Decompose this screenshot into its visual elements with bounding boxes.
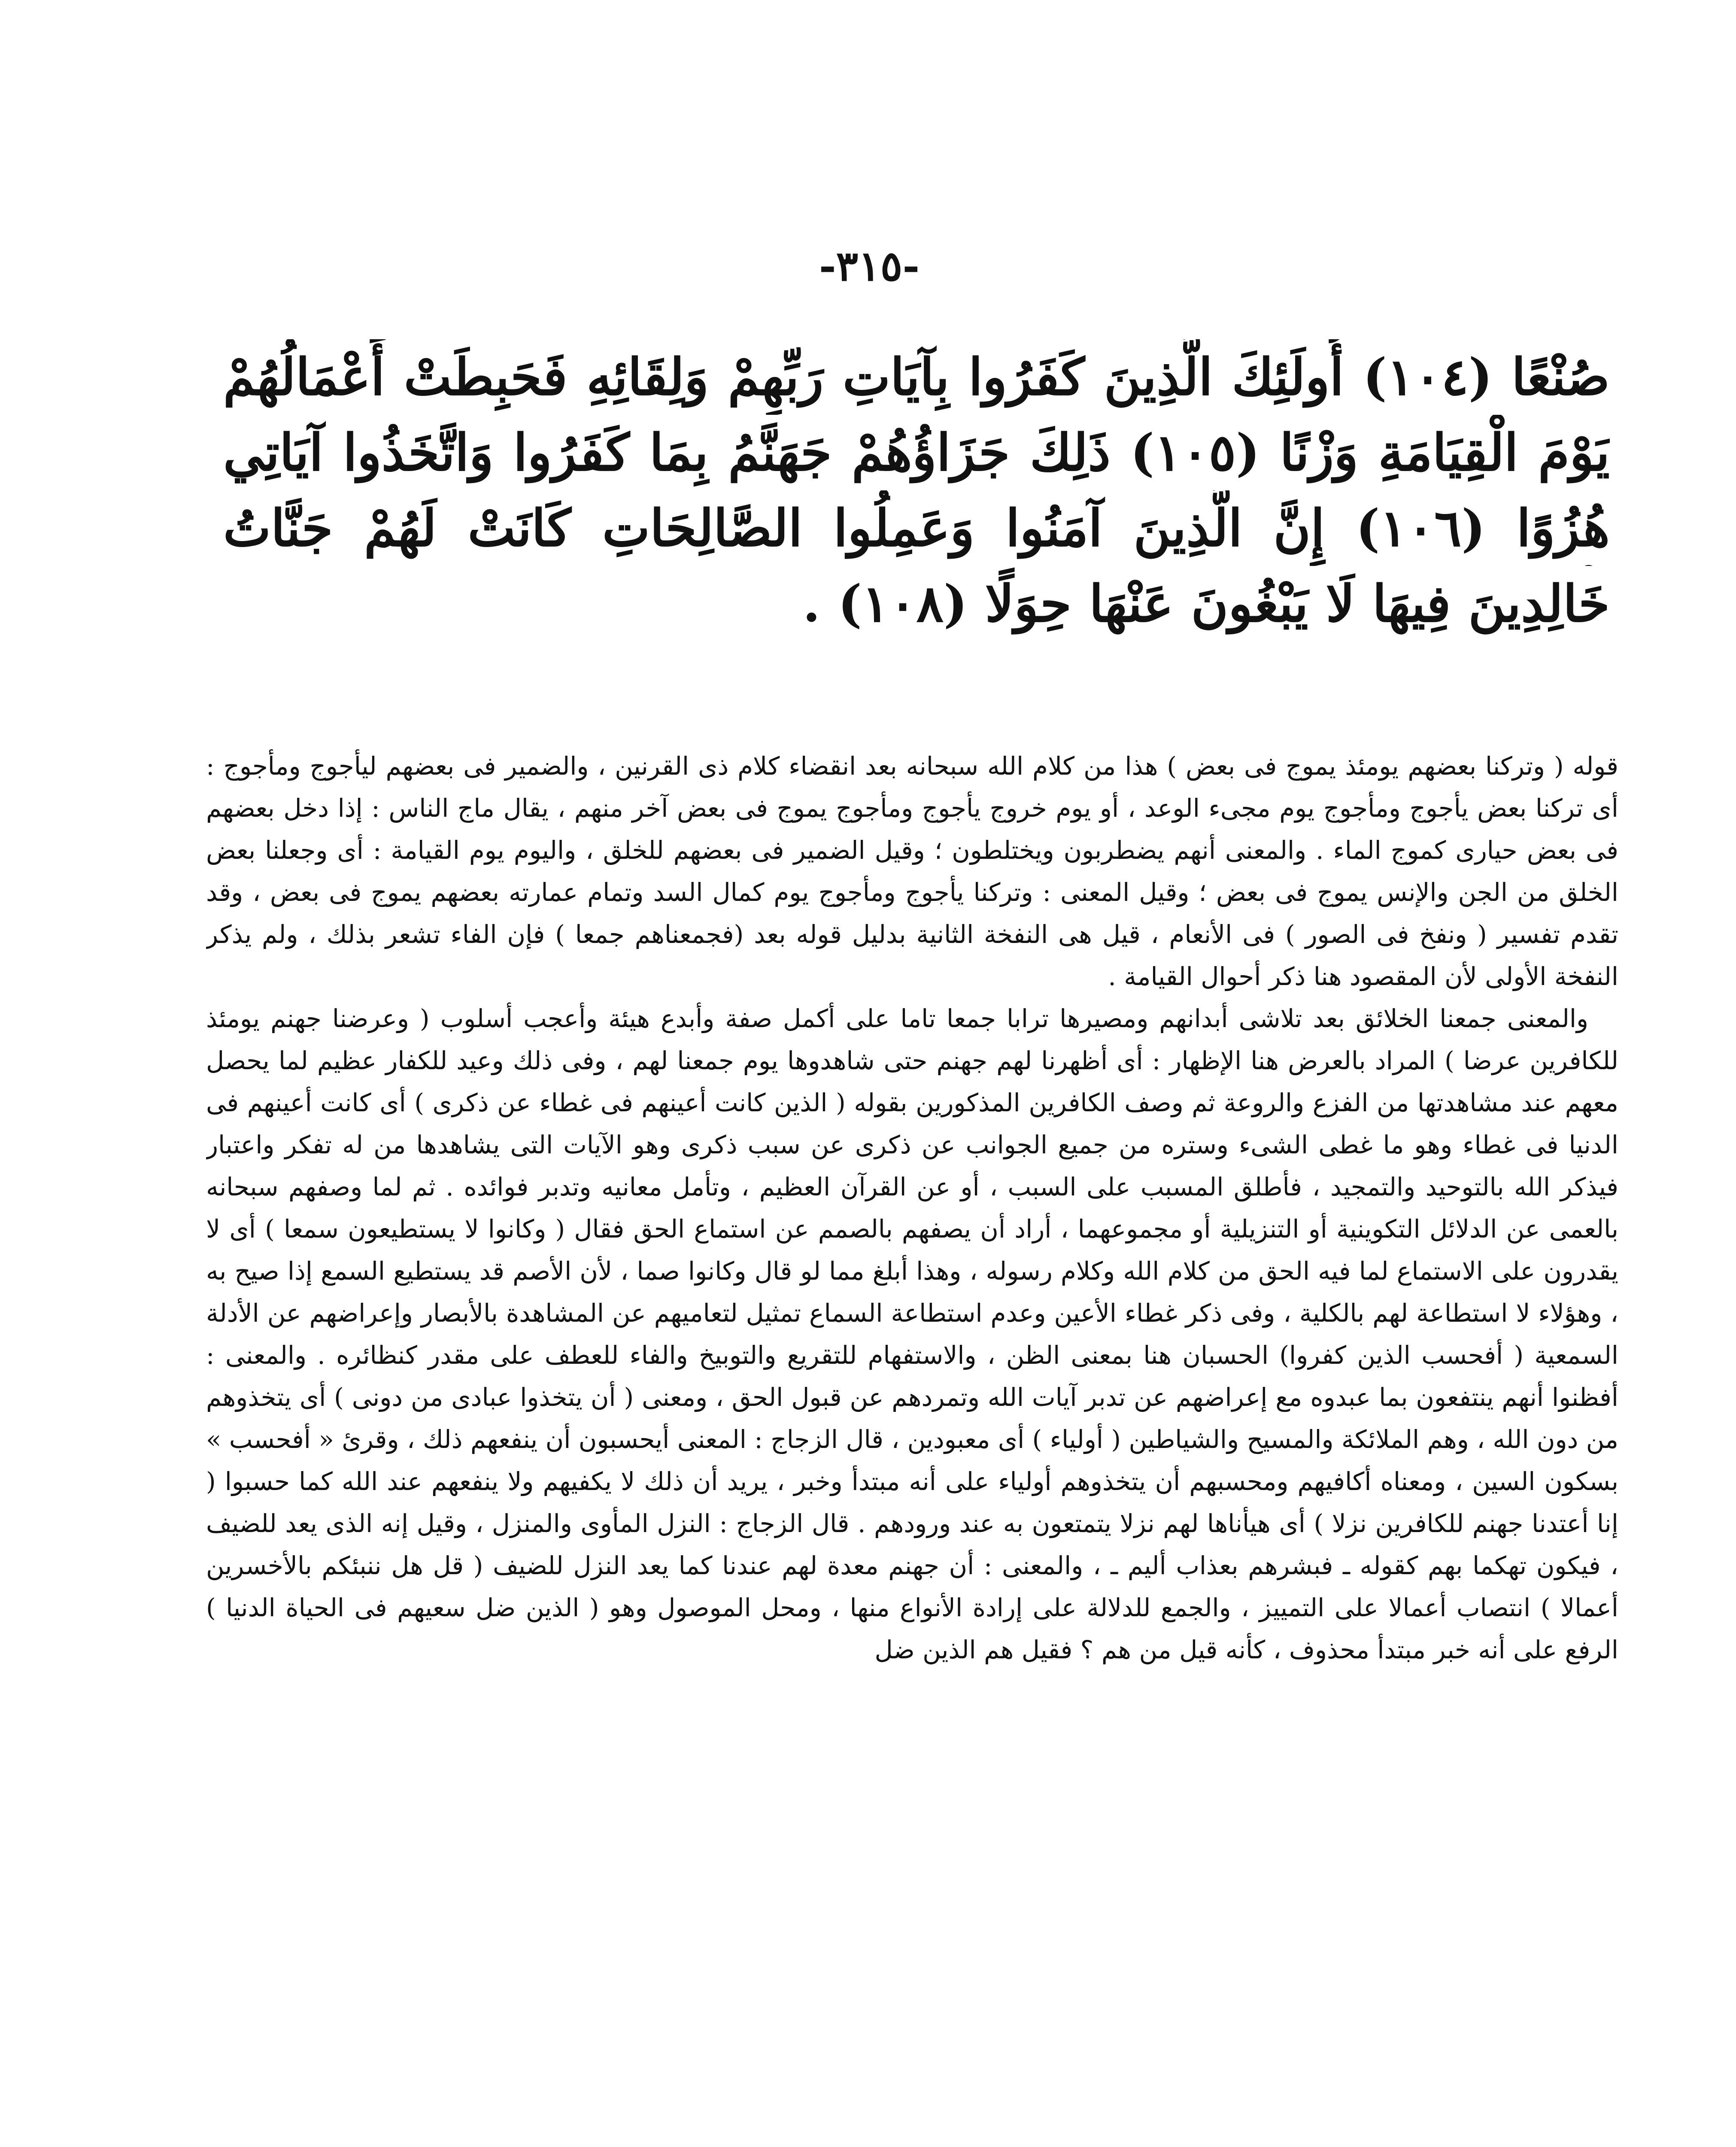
- commentary-paragraph: والمعنى جمعنا الخلائق بعد تلاشى أبدانهم ومصيرها ترابا جمعا تاما على أكمل صفة وأبدع هيئة وأعجب أسلوب ( وعرضنا جهنم يومئذ للكافرين عرضا ) المراد بالعرض هنا الإظهار : أى أظهرنا لهم جهنم حتى شاهدوها يوم جمعنا لهم ، وفى ذلك وعيد للكفار عظيم لما يحصل معهم عند مشاهدتها من الفزع والروعة ثم وصف الكافرين المذكورين بقوله ( الذين كانت أعينهم فى غطاء عن ذكرى ) أى كانت أعينهم فى الدنيا فى غطاء وهو ما غطى الشىء وستره من جميع الجوانب عن ذكرى عن سبب ذكرى وهو الآيات التى يشاهدها من له تفكر واعتبار فيذكر الله بالتوحيد والتمجيد ، فأطلق المسبب على السبب ، أو عن القرآن العظيم ، وتأمل معانيه وتدبر فوائده . ثم لما وصفهم سبحانه بالعمى عن الدلائل التكوينية أو التنزيلية أو مجموعهما ، أراد أن يصفهم بالصمم عن استماع الحق فقال ( وكانوا لا يستطيعون سمعا ) أى لا يقدرون على الاستماع لما فيه الحق من كلام الله وكلام رسوله ، وهذا أبلغ مما لو قال وكانوا صما ، لأن الأصم قد يستطيع السمع إذا صيح به ، وهؤلاء لا استطاعة لهم بالكلية ، وفى ذكر غطاء الأعين وعدم استطاعة السماع تمثيل لتعاميهم عن المشاهدة بالأبصار وإعراضهم عن الأدلة السمعية ( أفحسب الذين كفروا) الحسبان هنا بمعنى الظن ، والاستفهام للتقريع والتوبيخ والفاء للعطف على مقدر كنظائره . والمعنى : أفظنوا أنهم ينتفعون بما عبدوه مع إعراضهم عن تدبر آيات الله وتمردهم عن قبول الحق ، ومعنى ( أن يتخذوا عبادى من دونى ) أى يتخذوهم من دون الله ، وهم الملائكة والمسيح والشياطين ( أولياء ) أى معبودين ، قال الزجاج : المعنى أيحسبون أن ينفعهم ذلك ، وقرئ « أفحسب » بسكون السين ، ومعناه أكافيهم ومحسبهم أن يتخذوهم أولياء على أنه مبتدأ وخبر ، يريد أن ذلك لا يكفيهم ولا ينفعهم عند الله كما حسبوا ( إنا أعتدنا جهنم للكافرين نزلا ) أى هيأناها لهم نزلا يتمتعون به عند ورودهم . قال الزجاج : النزل المأوى والمنزل ، وقيل إنه الذى يعد للضيف ، فيكون تهكما بهم كقوله ـ فبشرهم بعذاب أليم ـ ، والمعنى : أن جهنم معدة لهم عندنا كما يعد النزل للضيف ( قل هل ننبئكم بالأخسرين أعمالا ) انتصاب أعمالا على التمييز ، والجمع للدلالة على إرادة الأنواع منها ، ومحل الموصول وهو ( الذين ضل سعيهم فى الحياة الدنيا ) الرفع على أنه خبر مبتدأ محذوف ، كأنه قيل من هم ؟ فقيل هم الذين ضل: [206, 1004, 1618, 1664]
- quran-line: خَالِدِينَ فِيهَا لَا يَبْغُونَ عَنْهَا حِوَلًا (١٠٨) .: [802, 574, 1610, 633]
- quran-line: هُزُوًا (١٠٦) إِنَّ الَّذِينَ آمَنُوا وَعَمِلُوا الصَّالِحَاتِ كَانَتْ لَهُمْ جَنَّاتُ: [223, 498, 1610, 558]
- commentary-text: [206, 745, 1618, 2147]
- page-number: -٣١٥-: [819, 242, 920, 290]
- quran-line: صُنْعًا (١٠٤) أُولَئِكَ الَّذِينَ كَفَرُوا بِآيَاتِ رَبِّهِمْ وَلِقَائِهِ فَحَبِطَتْ أَعْمَالُهُمْ: [223, 347, 1610, 407]
- commentary-paragraph: قوله ( وتركنا بعضهم يومئذ يموج فى بعض ) هذا من كلام الله سبحانه بعد انقضاء كلام ذى القرنين ، والضمير فى بعضهم ليأجوج ومأجوج : أى تركنا بعض يأجوج ومأجوج يوم مجىء الوعد ، أو يوم خروج يأجوج ومأجوج يموج فى بعض آخر منهم ، يقال ماج الناس : إذا دخل بعضهم فى بعض حيارى كموج الماء . والمعنى أنهم يضطربون ويختلطون ؛ وقيل الضمير فى بعضهم للخلق ، واليوم يوم القيامة : أى وجعلنا بعض الخلق من الجن والإنس يموج فى بعض ؛ وقيل المعنى : وتركنا يأجوج ومأجوج يوم كمال السد وتمام عمارته بعضهم يموج فى بعض ، وقد تقدم تفسير ( ونفخ فى الصور ) فى الأنعام ، قيل هى النفخة الثانية بدليل قوله بعد (فجمعناهم جمعا ) فإن الفاء تشعر بذلك ، ولم يذكر النفخة الأولى لأن المقصود هنا ذكر أحوال القيامة .: [206, 751, 1618, 991]
- quran-line: يَوْمَ الْقِيَامَةِ وَزْنًا (١٠٥) ذَلِكَ جَزَاؤُهُمْ جَهَنَّمُ بِمَا كَفَرُوا وَاتَّخَذُوا آيَاتِي: [223, 423, 1610, 482]
- quran-verses: [223, 339, 1610, 726]
